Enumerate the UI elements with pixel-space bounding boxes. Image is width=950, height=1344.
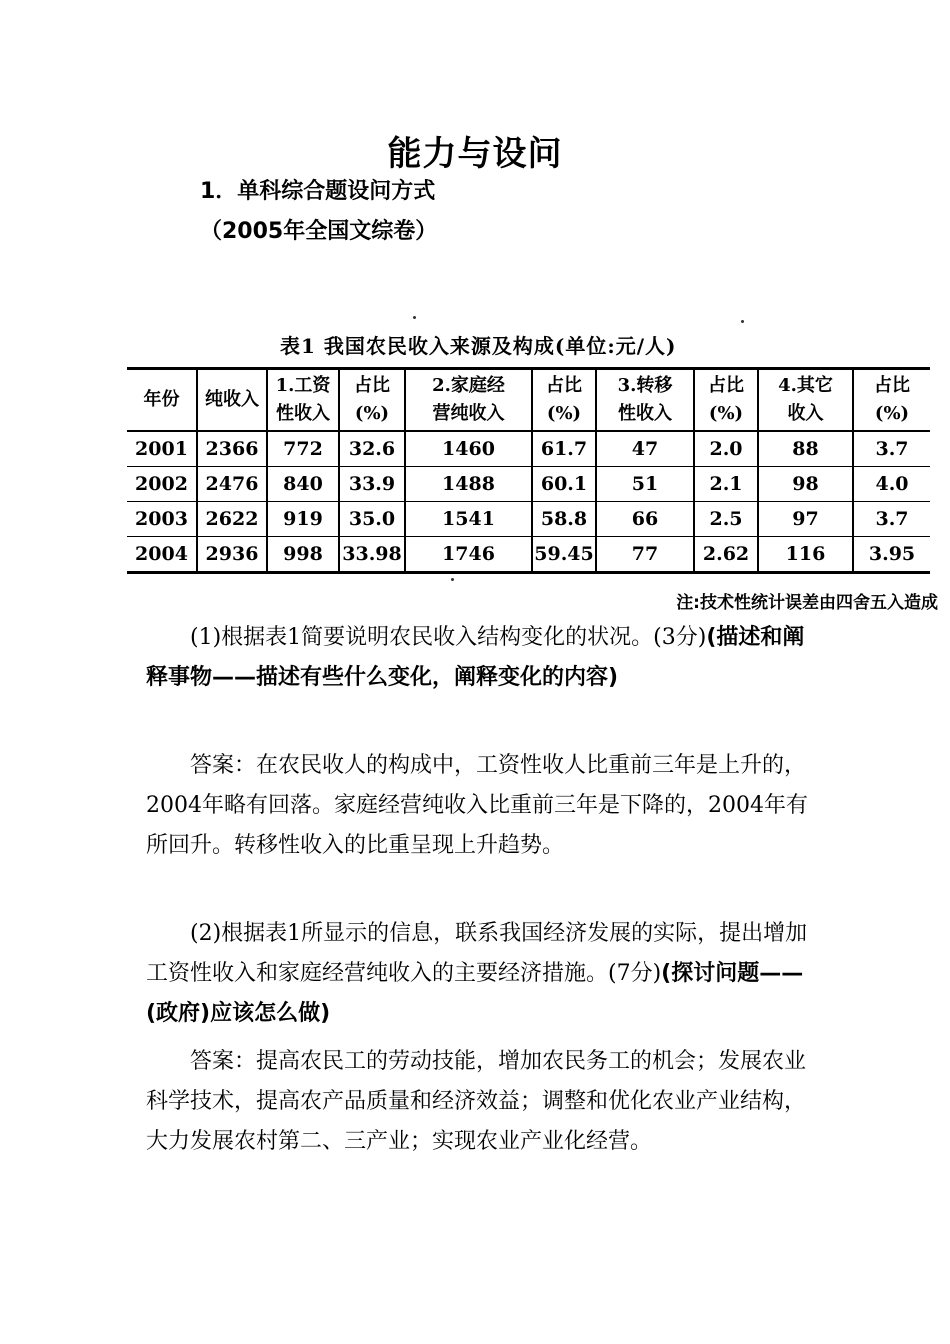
scan-speck [413,316,416,319]
table-cell: 51 [596,467,694,502]
header-household-income: 2.家庭经 营纯收入 [405,369,532,432]
table-cell: 2936 [197,537,267,573]
scan-speck [451,578,454,581]
header-year: 年份 [127,369,197,432]
table-cell: 2002 [127,467,197,502]
table-note: 注:技术性统计误差由四舍五入造成 [676,593,938,613]
table-cell: 1746 [405,537,532,573]
table-header-row [127,369,930,432]
table-cell: 3.95 [853,537,930,573]
header-net-income: 纯收入 [197,369,267,432]
table-cell: 58.8 [532,502,596,537]
header-wage-income: 1.工资 性收入 [267,369,339,432]
table-cell: 2.0 [694,431,758,467]
table-cell: 2001 [135,438,188,460]
table-cell: 116 [758,537,853,573]
table-row [127,537,930,573]
header-other-income: 4.其它 收入 [758,369,853,432]
table-cell: 32.6 [339,431,405,467]
table-cell: 919 [267,502,339,537]
exam-source: （2005年全国文综卷） [200,219,438,244]
header-share: 占比 (%) [339,369,405,432]
table-cell: 1460 [405,431,532,467]
table-cell: 772 [267,431,339,467]
table-cell: 59.45 [532,537,596,573]
table-cell: 2003 [127,502,197,537]
table-cell: 1488 [405,467,532,502]
table-cell: 88 [758,431,853,467]
table-cell: 1541 [405,502,532,537]
table-cell: 4.0 [853,467,930,502]
table-cell: 98 [758,467,853,502]
scan-speck [741,320,744,323]
table-cell: 97 [758,502,853,537]
section-heading: 1．单科综合题设问方式 [200,179,436,204]
question-1 [146,618,816,698]
table-cell: 2366 [197,431,267,467]
table-cell: 3.7 [853,502,930,537]
table-cell: 2622 [197,502,267,537]
answer-2: 答案：提高农民工的劳动技能，增加农民务工的机会；发展农业科学技术，提高农产品质量和经济效益；调整和优化农业产业结构，大力发展农村第二、三产业；实现农业产业化经营。 [146,1049,807,1154]
table-caption: 表1 我国农民收入来源及构成(单位:元/人) [280,334,677,358]
table-cell: 33.98 [339,537,405,573]
table-cell: 2.62 [694,537,758,573]
table-cell: 47 [596,431,694,467]
table-row [127,502,930,537]
income-table [127,367,930,574]
table-cell: 66 [596,502,694,537]
table-cell: 998 [267,537,339,573]
question-1-annotation: (描述和阐释事物——描述有些什么变化，阐释变化的内容) [146,625,805,690]
table-row [127,467,930,502]
table-row [127,431,930,467]
header-transfer-income: 3.转移 性收入 [596,369,694,432]
question-2-annotation: (探讨问题——(政府)应该怎么做) [146,961,804,1026]
table-cell: 77 [596,537,694,573]
question-1-text: (1)根据表1简要说明农民收入结构变化的状况。(3分) [190,625,707,650]
table-cell: 2.5 [694,502,758,537]
table-cell: 2004 [127,537,197,573]
header-share: 占比 (%) [853,369,930,432]
header-share: 占比 (%) [532,369,596,432]
question-2-text: (2)根据表1所显示的信息，联系我国经济发展的实际，提出增加工资性收入和家庭经营纯收入的主要经济措施。(7分) [146,921,808,986]
table-cell: 33.9 [339,467,405,502]
header-share: 占比 (%) [694,369,758,432]
table-cell: 2.1 [694,467,758,502]
table-cell: 60.1 [532,467,596,502]
answer-1: 答案：在农民收人的构成中，工资性收人比重前三年是上升的，2004年略有回落。家庭经营纯收入比重前三年是下降的，2004年有所回升。转移性收入的比重呈现上升趋势。 [146,753,808,858]
question-2 [146,914,816,1034]
page-title: 能力与设问 [387,134,563,174]
table-cell: 3.7 [853,431,930,467]
table-cell: 35.0 [339,502,405,537]
table-cell: 2476 [197,467,267,502]
table-cell: 840 [267,467,339,502]
table-cell: 61.7 [532,431,596,467]
